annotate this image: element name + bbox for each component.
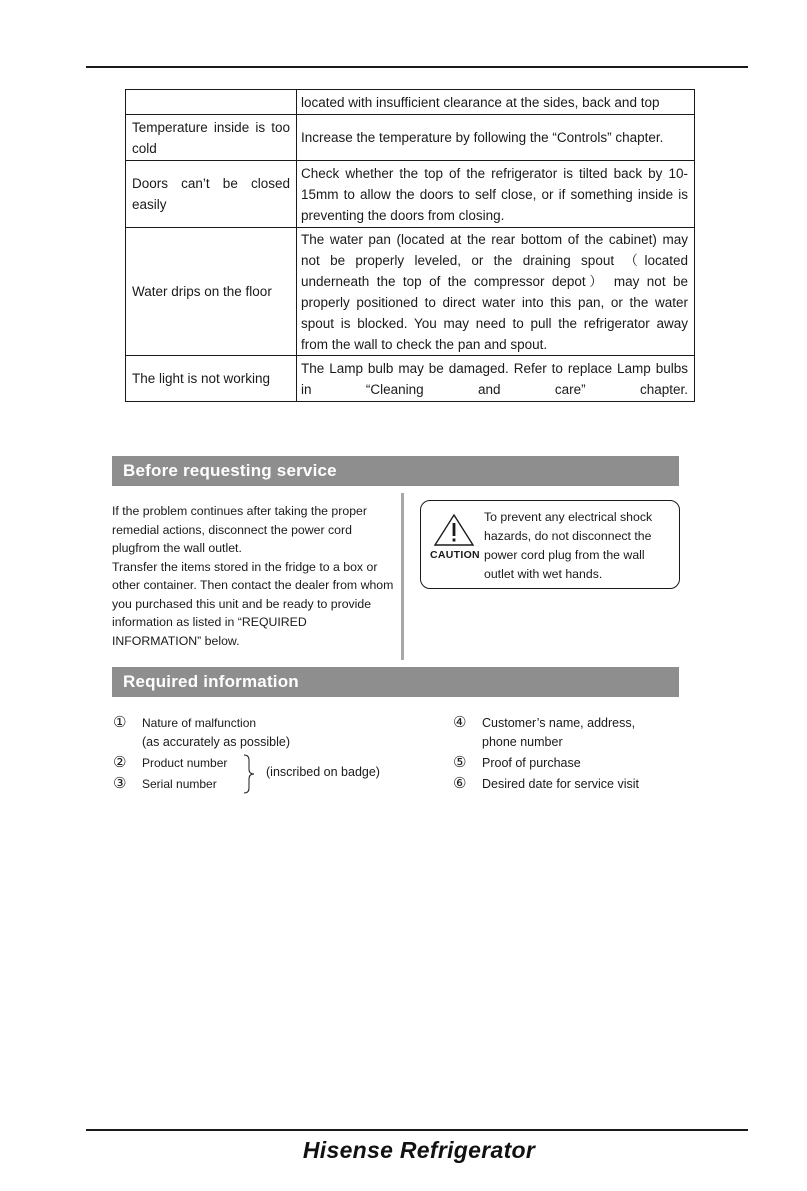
column-divider [401,493,404,660]
item-text: Nature of malfunction [142,716,257,730]
solution-cell: Increase the temperature by following the “Controls” chapter. [297,115,695,161]
item-text: Product number [142,756,228,770]
problem-cell: Temperature inside is too cold [126,115,297,161]
brace-note: (inscribed on badge) [266,765,380,779]
item-number: ④ [453,714,467,731]
solution-cell: The Lamp bulb may be damaged. Refer to replace Lamp bulbs in “Cleaning and care” chapter. [297,356,695,402]
item-subtext: (as accurately as possible) [142,735,290,749]
footer-rule [86,1129,748,1131]
item-number: ⑥ [453,775,467,792]
solution-cell: The water pan (located at the rear bottom of the cabinet) may not be properly leveled, or the draining spout （located underneath the top of the compressor depot） may not be properly positioned to direct water into this pan, or the water spout is blocked. You may need to pull the refrigerator away from the wall to check the pan and spout. [297,228,695,356]
item-number: ② [113,754,127,771]
troubleshooting-table [125,89,695,402]
problem-cell: Water drips on the floor [126,228,297,356]
required-information-heading: Required information [112,667,679,697]
right-brace-icon [242,754,256,794]
problem-cell [126,90,297,115]
problem-cell: The light is not working [126,356,297,402]
item-text: Customer’s name, address, [482,716,636,730]
caution-label: CAUTION [430,549,480,561]
table-row [126,356,695,402]
table-row [126,115,695,161]
item-number: ⑤ [453,754,467,771]
table-row [126,90,695,115]
item-subtext: phone number [482,735,563,749]
warning-triangle-icon [433,513,475,547]
table-row [126,161,695,228]
caution-text: To prevent any electrical shock hazards, do not disconnect the power cord plug from the wall outlet with wet hands. [484,510,653,581]
before-service-text [112,502,398,650]
service-paragraph: Transfer the items stored in the fridge to a box or other container. Then contact the dealer from whom you purchased this unit and be ready to provide information as listed in “REQUIRED INFORMATION” below. [112,559,394,648]
problem-cell: Doors can’t be closed easily [126,161,297,228]
header-rule [86,66,748,68]
service-paragraph: If the problem continues after taking the proper remedial actions, disconnect the power cord plugfrom the wall outlet. [112,504,367,555]
caution-box [420,500,680,589]
table-row [126,228,695,356]
item-text: Desired date for service visit [482,777,640,791]
item-text: Serial number [142,777,217,791]
solution-cell: located with insufficient clearance at the sides, back and top [297,90,695,115]
item-number: ③ [113,775,127,792]
item-text: Proof of purchase [482,756,581,770]
footer-brand: Hisense Refrigerator [302,1137,536,1163]
solution-cell: Check whether the top of the refrigerator is tilted back by 10-15mm to allow the doors to self close, or if something inside is preventing the doors from closing. [297,161,695,228]
before-service-heading: Before requesting service [112,456,679,486]
item-number: ① [113,714,127,731]
